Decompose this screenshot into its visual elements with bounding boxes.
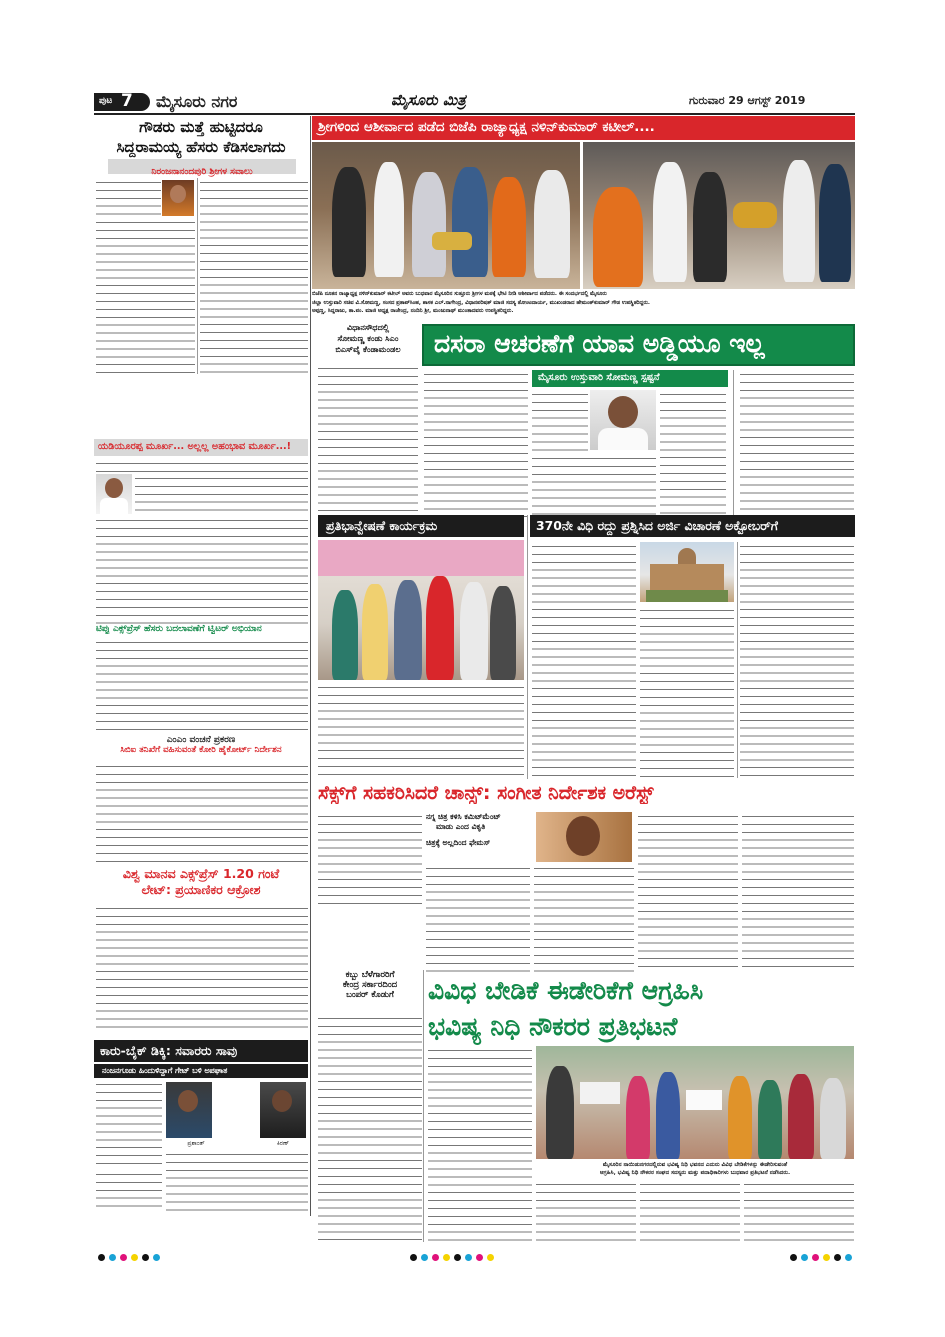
left-story1-kicker: ನಿರಂಜನಾನಂದಪುರಿ ಶ್ರೀಗಳ ಸವಾಲು bbox=[151, 167, 253, 177]
paper-name: ಮೈಸೂರು ಮಿತ್ರ bbox=[391, 91, 466, 109]
left-story3-headline: ಟಿಪ್ಪು ಎಕ್ಸ್‌ಪ್ರೆಸ್ ಹೆಸರು ಬದಲಾವಣೆಗೆ ಟ್ವಿಟರ್ ಅಭಿಯಾನ bbox=[96, 624, 262, 634]
victim-caption-b: ಕಿರಣ್ bbox=[276, 1140, 290, 1147]
pratibha-photo bbox=[318, 540, 524, 680]
banner-caption-line1: ಬಿಜೆಪಿ ನೂತನ ರಾಜ್ಯಾಧ್ಯಕ್ಷ ನಳಿನ್‌ಕುಮಾರ್ ಕಟೀಲ್ ಅವರು ಬುಧವಾರ ಮೈಸೂರಿನ ಸುತ್ತೂರು ಶ್ರೀಗಳ ಮಠಕ್ಕೆ ಭೇಟಿ ನೀಡಿ ಆಶೀರ್ವಾದ ಪಡೆದರು. ಈ ಸಂದರ್ಭದಲ್ಲಿ ಮೈಸೂರು bbox=[312, 291, 607, 297]
somanna-kicker-line3: ಬಿಎಸ್‌ವೈ ಕೆಂಡಾಮಂಡಲ bbox=[335, 344, 401, 354]
left-story5-headline bbox=[94, 866, 308, 898]
left-story2-body-c bbox=[96, 516, 308, 624]
victim-photo-b bbox=[260, 1082, 306, 1138]
somanna-kicker-line1: ವಿಧಾನಸೌಧದಲ್ಲಿ bbox=[346, 322, 390, 332]
bonus-kicker-line2: ಕೇಂದ್ರ ಸರ್ಕಾರದಿಂದ bbox=[342, 980, 398, 990]
article370-body-a bbox=[532, 542, 636, 778]
pf-headline-line2: ಭವಿಷ್ಯ ನಿಧಿ ನೌಕರರ ಪ್ರತಿಭಟನೆ bbox=[428, 1012, 678, 1041]
pratibha-body bbox=[318, 683, 524, 779]
sex-bullets bbox=[426, 812, 532, 862]
left-story4-headline-line1: ಎಂಎಂ ವಂಚನೆ ಪ್ರಕರಣ bbox=[166, 735, 236, 745]
left-story4-body bbox=[96, 762, 308, 865]
dasara-body-a bbox=[424, 370, 528, 522]
pratibha-headline-box bbox=[318, 515, 524, 537]
bonus-body bbox=[318, 1014, 422, 1242]
article370-body-b bbox=[640, 606, 734, 778]
pf-headline-line1: ವಿವಿಧ ಬೇಡಿಕೆ ಈಡೇರಿಕೆಗೆ ಆಗ್ರಹಿಸಿ bbox=[428, 976, 704, 1005]
left-story6-kicker-box bbox=[94, 1064, 308, 1078]
somanna-kicker-box bbox=[318, 322, 418, 360]
pf-caption bbox=[536, 1161, 854, 1178]
dasara-headline: ದಸರಾ ಆಚರಣೆಗೆ ಯಾವ ಅಡ್ಡಿಯೂ ಇಲ್ಲ bbox=[434, 329, 765, 358]
registration-dots-right bbox=[788, 1246, 854, 1265]
left-story4-headline-line2: ಸಿಬಿಐ ತನಿಖೆಗೆ ವಹಿಸುವಂತೆ ಕೋರಿ ಹೈಕೋರ್ಟ್ ನಿರ್ದೇಶನ bbox=[120, 745, 282, 755]
pf-caption-line2: ಆಗ್ರಹಿಸಿ, ಭವಿಷ್ಯ ನಿಧಿ ನೌಕರರ ಸಂಘದ ಸದಸ್ಯರು ಮತ್ತು ಪದಾಧಿಕಾರಿಗಳು ಬುಧವಾರ ಪ್ರತಿಭಟನೆ ನಡೆಸಿದರು. bbox=[599, 1170, 791, 1177]
banner-photo-right bbox=[583, 142, 855, 289]
left-story1-headline-line2: ಸಿದ್ದರಾಮಯ್ಯ ಹೆಸರು ಕೆಡಿಸಲಾಗದು bbox=[116, 138, 286, 156]
banner-headline-box bbox=[312, 116, 855, 140]
left-story5-body bbox=[96, 904, 308, 1034]
left-story2-headline-box bbox=[94, 439, 308, 456]
left-story3-body bbox=[96, 638, 308, 734]
left-story6-headline-box bbox=[94, 1040, 308, 1062]
pf-body-a bbox=[428, 1046, 532, 1242]
sex-bullet1-line1: ನಗ್ನ ಚಿತ್ರ ಕಳಿಸಿ ಕಮಿಟ್‌ಮೆಂಟ್ bbox=[426, 812, 501, 821]
yeddyurappa-portrait bbox=[96, 474, 132, 514]
left-story6-body-c bbox=[96, 1170, 162, 1212]
dasara-body-d bbox=[532, 454, 656, 520]
article370-headline: 370ನೇ ವಿಧಿ ರದ್ದು ಪ್ರಶ್ನಿಸಿದ ಅರ್ಜಿ ವಿಚಾರಣೆ ಅಕ್ಟೋಬರ್‌ಗೆ bbox=[536, 518, 778, 533]
page-number-badge bbox=[94, 93, 150, 111]
banner-photo-left bbox=[312, 142, 580, 289]
section-name: ಮೈಸೂರು ನಗರ bbox=[156, 92, 238, 111]
banner-caption-line2: ಜಿಲ್ಲಾ ಉಸ್ತುವಾರಿ ಸಚಿವ ವಿ.ಸೋಮಣ್ಣ, ಸಂಸದ ಪ್ರತಾಪ್‌ಸಿಂಹ, ಶಾಸಕ ಎಲ್.ನಾಗೇಂದ್ರ, ವಿಧಾನಪರಿಷತ್ ಮಾಜಿ ಸದಸ್ಯ ತೋಂಟದಾರ್ಯ, ಮುಖಂಡರಾದ ಹೇಮಂತ್‌ಕುಮಾರ್ ಗೌಡ ಉಪಸ್ಥಿತರಿದ್ದರು. bbox=[312, 299, 650, 306]
pf-caption-line1: ಮೈಸೂರಿನ ನಾಯಿಡುನಗರದಲ್ಲಿರುವ ಭವಿಷ್ಯ ನಿಧಿ ಭವನದ ಎದುರು ವಿವಿಧ ಬೇಡಿಕೆಗಳನ್ನು ಈಡೇರಿಸುವಂತೆ bbox=[602, 1162, 788, 1168]
left-story6-body-b bbox=[166, 1150, 308, 1212]
sex-body-b bbox=[426, 864, 530, 974]
article370-headline-box bbox=[530, 515, 855, 537]
dasara-body-c bbox=[660, 390, 726, 520]
left-story6-kicker: ನಂಜನಗೂಡು ಹಿಂದುಳಿದ್ದಾಗೆ ಗೇಟ್ ಬಳಿ ಅಪಘಾತ bbox=[102, 1066, 228, 1075]
pf-body-b bbox=[536, 1180, 636, 1242]
pratibha-headline: ಪ್ರತಿಭಾನ್ವೇಷಣೆ ಕಾರ್ಯಕ್ರಮ bbox=[326, 518, 438, 533]
left-story6-headline: ಕಾರು-ಬೈಕ್ ಡಿಕ್ಕಿ: ಸವಾರರು ಸಾವು bbox=[100, 1043, 238, 1058]
bonus-kicker-line1: ಕಬ್ಬು ಬೆಳೆಗಾರರಿಗೆ bbox=[345, 970, 395, 980]
left-story2-body-a bbox=[96, 459, 308, 473]
victim-photo-a bbox=[166, 1082, 212, 1138]
page-number: 7 bbox=[121, 91, 133, 111]
pf-body-c bbox=[640, 1180, 740, 1242]
sex-body-e bbox=[742, 812, 854, 974]
left-story1-headline bbox=[94, 118, 308, 156]
left-story1-body-c bbox=[200, 178, 308, 374]
dasara-body-b bbox=[532, 390, 588, 452]
dasara-kicker-box bbox=[532, 370, 728, 387]
dasara-body-e bbox=[740, 370, 854, 520]
sex-body-c bbox=[534, 864, 634, 974]
left-story1-headline-line1: ಗೌಡರು ಮತ್ತೆ ಹುಟ್ಟಿದರೂ bbox=[139, 118, 263, 136]
pf-body-d bbox=[744, 1180, 854, 1242]
somanna-kicker-line2: ಸೋಮಣ್ಣ ಕಂಡು ಸಿಎಂ bbox=[337, 333, 399, 343]
banner-caption bbox=[312, 290, 855, 318]
pf-protest-photo bbox=[536, 1046, 854, 1159]
somanna-portrait bbox=[590, 390, 656, 450]
banner-caption-line3: ಅಪ್ಪಣ್ಣ, ಸಿದ್ದರಾಜು, ತಾ.ಪಂ. ಮಾಜಿ ಅಧ್ಯಕ್ಷ ರಾಜೇಂದ್ರ, ನಂದಿನಿ ಶ್ರೀ, ಮಂಜುನಾಥ್ ಮುಂತಾದವರು ಉಪಸ್ಥಿತರಿದ್ದರು. bbox=[312, 308, 514, 314]
left-story2-headline: ಯಡಿಯೂರಪ್ಪ ಮೂರ್ಖ... ಅಲ್ಲಲ್ಲ ಅಹಂಭಾವ ಮೂರ್ಖ...! bbox=[98, 441, 292, 452]
left-story2-body-b bbox=[135, 474, 308, 514]
bonus-kicker-box bbox=[318, 970, 422, 1010]
dasara-kicker: ಮೈಸೂರು ಉಸ್ತುವಾರಿ ಸೋಮಣ್ಣ ಸ್ಪಷ್ಟನೆ bbox=[538, 372, 660, 383]
sex-headline: ಸೆಕ್ಸ್‌ಗೆ ಸಹಕರಿಸಿದರೆ ಚಾನ್ಸ್: ಸಂಗೀತ ನಿರ್ದೇಶಕ ಅರೆಸ್ಟ್ bbox=[318, 782, 654, 804]
sex-bullet2: ಚಿತ್ರಕ್ಕೆ ಅಲ್ಲದಿಂದ ಫೇಮಸ್ bbox=[426, 838, 491, 847]
masthead bbox=[94, 90, 854, 112]
pf-headline bbox=[428, 976, 855, 1042]
left-story1-kicker-box bbox=[108, 159, 296, 177]
page-label: ಪುಟ bbox=[99, 96, 113, 106]
article370-body-c bbox=[740, 542, 854, 778]
somanna-body bbox=[318, 364, 418, 524]
music-director-photo bbox=[536, 812, 632, 862]
registration-dots-center bbox=[408, 1246, 496, 1265]
banner-headline: ಶ್ರೀಗಳಿಂದ ಆಶೀರ್ವಾದ ಪಡೆದ ಬಿಜೆಪಿ ರಾಜ್ಯಾಧ್ಯಕ್ಷ ನಳಿನ್‌ಕುಮಾರ್ ಕಟೀಲ್.... bbox=[318, 119, 655, 135]
left-story1-body-a bbox=[96, 178, 161, 216]
registration-dots-left bbox=[96, 1246, 162, 1265]
dasara-headline-box bbox=[422, 324, 855, 366]
sex-body-d bbox=[638, 812, 738, 974]
left-story5-headline-line2: ಲೇಟ್: ಪ್ರಯಾಣಿಕರ ಆಕ್ರೋಶ bbox=[141, 882, 261, 897]
sex-bullet1-line2: ಮಾಡು ಎಂದ ವಿಕೃತಿ bbox=[436, 822, 486, 831]
left-story1-body-b bbox=[96, 218, 195, 374]
victim-caption-a: ಪ್ರಶಾಂತ್ bbox=[187, 1140, 205, 1147]
swamiji-portrait bbox=[162, 180, 194, 216]
bonus-kicker-line3: ಬಂಪರ್ ಕೊಡುಗೆ bbox=[346, 990, 394, 1000]
sex-body-a bbox=[318, 812, 422, 908]
left-story4-headline bbox=[94, 735, 308, 755]
left-story5-headline-line1: ವಿಶ್ವ ಮಾನವ ಎಕ್ಸ್‌ಪ್ರೆಸ್ 1.20 ಗಂಟೆ bbox=[122, 866, 280, 881]
masthead-rule bbox=[94, 113, 855, 115]
supreme-court-photo bbox=[640, 542, 734, 602]
issue-date: ಗುರುವಾರ 29 ಆಗಸ್ಟ್ 2019 bbox=[689, 94, 806, 107]
left-story6-body-a bbox=[96, 1080, 162, 1168]
